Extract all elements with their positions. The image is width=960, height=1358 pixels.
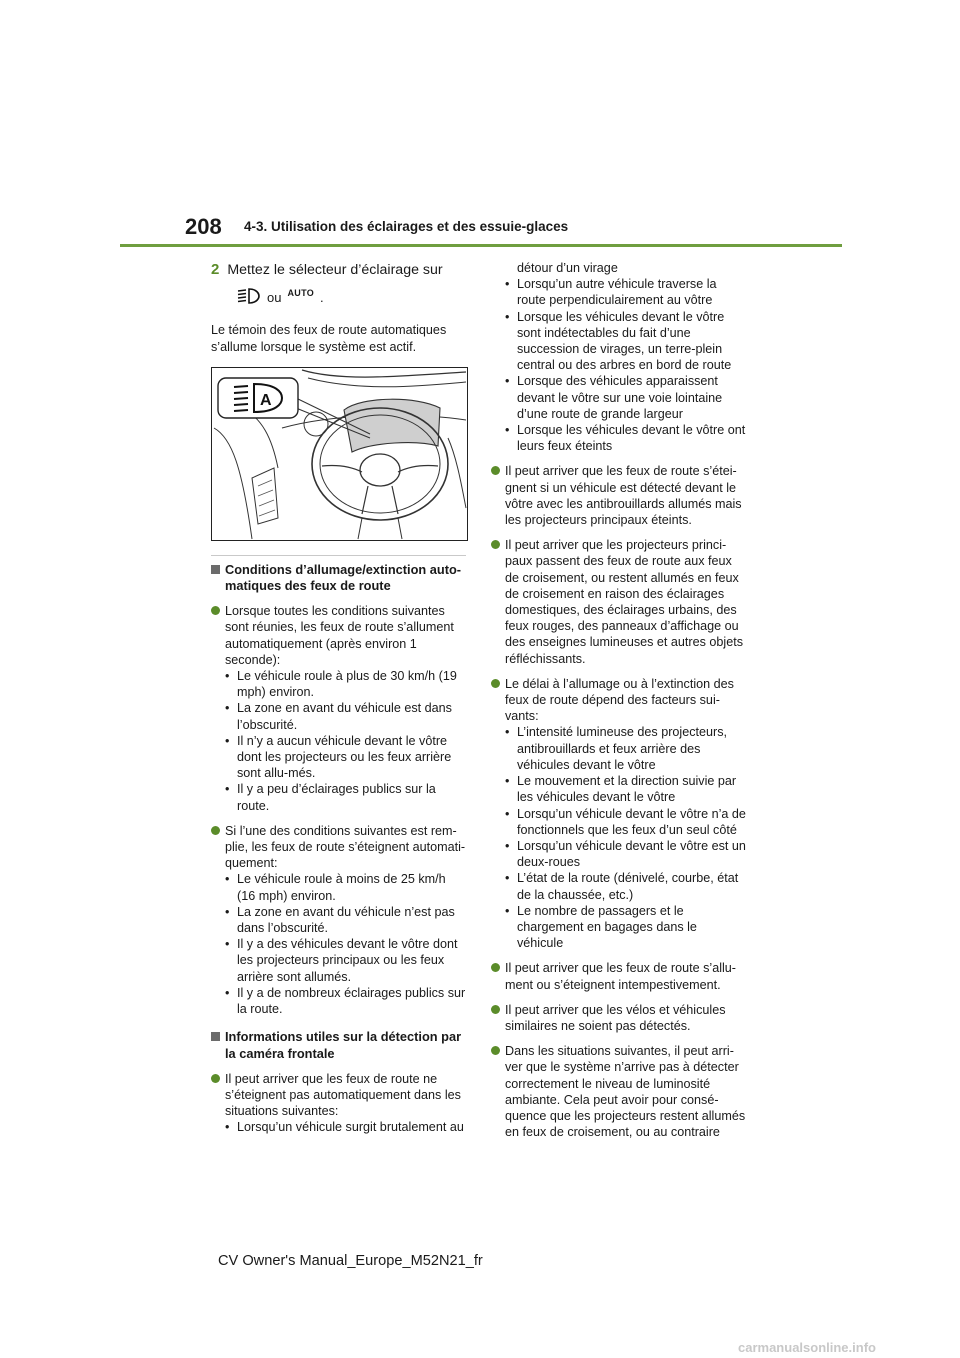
sub-bullet: • Lorsqu’un autre véhicule traverse la route perpendiculairement au vôtre [505,277,717,308]
sub-bullet: • Le véhicule roule à plus de 30 km/h (19 mph) environ. [225,669,457,700]
step-text: Mettez le sélecteur d’éclairage sur [227,262,443,278]
heading-square-icon [211,565,220,574]
bullet-dot-icon [491,466,500,475]
list-item: Le délai à l’allumage ou à l’extinction des feux de route dépend des facteurs sui-vants: • L’intensité lumineuse des projecteurs, antibrouillards et feux arrière des véhicules devant le vôtre • Le mouvement et la direction suivie par les véhicules devant le vôtre • Lorsqu’un véhicule devant le vôtre n’a de fonctionnels que les feux d’un seul côté • Lorsqu’un véhicule devant le vôtre est un deux-roues • L’état de la route (dénivelé, courbe, état de la chaussée, etc.) • Le nombre de passagers et le chargement en bagages dans le véhicule [491,676,746,951]
sub-bullet: • Le mouvement et la direction suivie par les véhicules devant le vôtre [505,774,737,805]
sub-bullet: • La zone en avant du véhicule est dans l’obscurité. [225,701,452,732]
continued-list: détour d’un virage [517,261,618,275]
intro-paragraph: Le témoin des feux de route automatiques s’allume lorsque le système est actif. [211,323,447,354]
sub-bullet: • Il y a des véhicules devant le vôtre dont les projecteurs principaux ou les feux arrière sont allumés. [225,937,458,984]
list-item: Il peut arriver que les feux de route ne s’éteignent pas automatiquement dans les situations suivantes: • Lorsqu’un véhicule surgit brutalement au [211,1071,466,1136]
connector-text: ou [267,290,282,306]
auto-label-icon: AUTO [287,288,315,299]
sub-bullet: • L’état de la route (dénivelé, courbe, état de la chaussée, etc.) [505,871,739,902]
list-item: Il peut arriver que les vélos et véhicules similaires ne soient pas détectés. [491,1002,746,1034]
sub-bullet: • Lorsqu’un véhicule devant le vôtre est un deux-roues [505,838,746,870]
high-beam-headlight-icon [235,288,261,308]
switch-positions [235,288,466,308]
list-item: Il peut arriver que les feux de route s’étei-gnent si un véhicule est détecté devant le vôtre avec les antibrouillards allumés mais les projecteurs principaux éteints. [491,463,746,528]
sub-bullet: • La zone en avant du véhicule n’est pas dans l’obscurité. [225,904,455,936]
sub-bullet: • Lorsque des véhicules apparaissent devant le vôtre sur une voie lointaine d’une route de grande largeur [505,374,723,421]
step-instruction [211,262,466,278]
section-title: 4-3. Utilisation des éclairages et des essuie-glaces [244,219,569,234]
bullet-dot-icon [491,1046,500,1055]
section-heading-conditions: Conditions d’allumage/extinction auto-matiques des feux de route [211,562,466,594]
bullet-dot-icon [491,679,500,688]
sub-bullet: • Le véhicule roule à moins de 25 km/h (16 mph) environ. [225,872,446,903]
sub-bullet: • Il n’y a aucun véhicule devant le vôtre dont les projecteurs ou les feux arrière sont allu-més. [225,733,452,781]
heading-square-icon [211,1032,220,1041]
bullet-dot-icon [211,826,220,835]
step-number: 2 [211,261,220,278]
period: . [320,290,324,306]
list-item: Il peut arriver que les projecteurs princi-paux passent des feux de route aux feux de croisement, ou restent allumés en feux de croisement en raison des éclairages domestiques, des éclairages urbains, des feux rouges, des panneaux d’affichage ou des enseignes lumineuses et autres objets réfléchissants. [491,537,746,667]
left-column [211,260,466,1136]
bullet-dot-icon [491,963,500,972]
header-rule [120,244,842,247]
bullet-dot-icon [491,1005,500,1014]
sub-bullet: • Lorsqu’un véhicule devant le vôtre n’a de fonctionnels que les feux d’un seul côté [505,806,746,837]
sub-bullet: • Lorsque les véhicules devant le vôtre sont indétectables du fait d’une succession de virages, un terre-plein central ou des arbres en bord de route [505,309,732,373]
right-column [491,260,746,1140]
sub-bullet: • Lorsqu’un véhicule surgit brutalement au [225,1120,464,1135]
watermark-text: carmanualsonline.info [738,1340,876,1355]
page-header [0,0,960,250]
sub-bullet: • Le nombre de passagers et le chargement en bagages dans le véhicule [505,903,697,951]
svg-text:A: A [260,391,272,409]
bullet-dot-icon [211,1074,220,1083]
list-item: Lorsque toutes les conditions suivantes sont réunies, les feux de route s’allument automatiquement (après environ 1 seconde): • Le véhicule roule à plus de 30 km/h (19 mph) environ. • La zone en avant du véhicule est dans l’obscurité. • Il n’y a aucun véhicule devant le vôtre dont les projecteurs ou les feux arrière sont allu-més. • Il y a peu d’éclairages publics sur la route. [211,603,466,814]
bullet-dot-icon [211,606,220,615]
list-item: Il peut arriver que les feux de route s’allu-ment ou s’éteignent intempestivement. [491,960,746,992]
continued-bullets [491,276,746,454]
sub-bullet: • Il y a peu d’éclairages publics sur la route. [225,782,436,813]
section-divider [211,555,466,556]
sub-bullet: • Lorsque les véhicules devant le vôtre ont leurs feux éteints [505,423,746,454]
bullet-dot-icon [491,540,500,549]
page-number: 208 [185,214,222,239]
dashboard-illustration [211,367,468,541]
sub-bullet: • L’intensité lumineuse des projecteurs, antibrouillards et feux arrière des véhicules devant le vôtre [505,725,728,772]
manual-name: CV Owner's Manual_Europe_M52N21_fr [218,1253,483,1269]
section-heading-camera: Informations utiles sur la détection par la caméra frontale [211,1029,466,1061]
sub-bullet: • Il y a de nombreux éclairages publics sur la route. [225,985,466,1017]
list-item: Si l’une des conditions suivantes est rem-plie, les feux de route s’éteignent automati-quement: • Le véhicule roule à moins de 25 km/h (16 mph) environ. • La zone en avant du véhicule n’est pas dans l’obscurité. • Il y a des véhicules devant le vôtre dont les projecteurs principaux ou les feux arrière sont allumés. • Il y a de nombreux éclairages publics sur la route. [211,823,466,1017]
list-item: Dans les situations suivantes, il peut arri-ver que le système n’arrive pas à détecter correctement le niveau de luminosité ambiante. Cela peut avoir pour consé-quence que les projecteurs restent allumés en feux de croisement, ou au contraire [491,1043,746,1140]
